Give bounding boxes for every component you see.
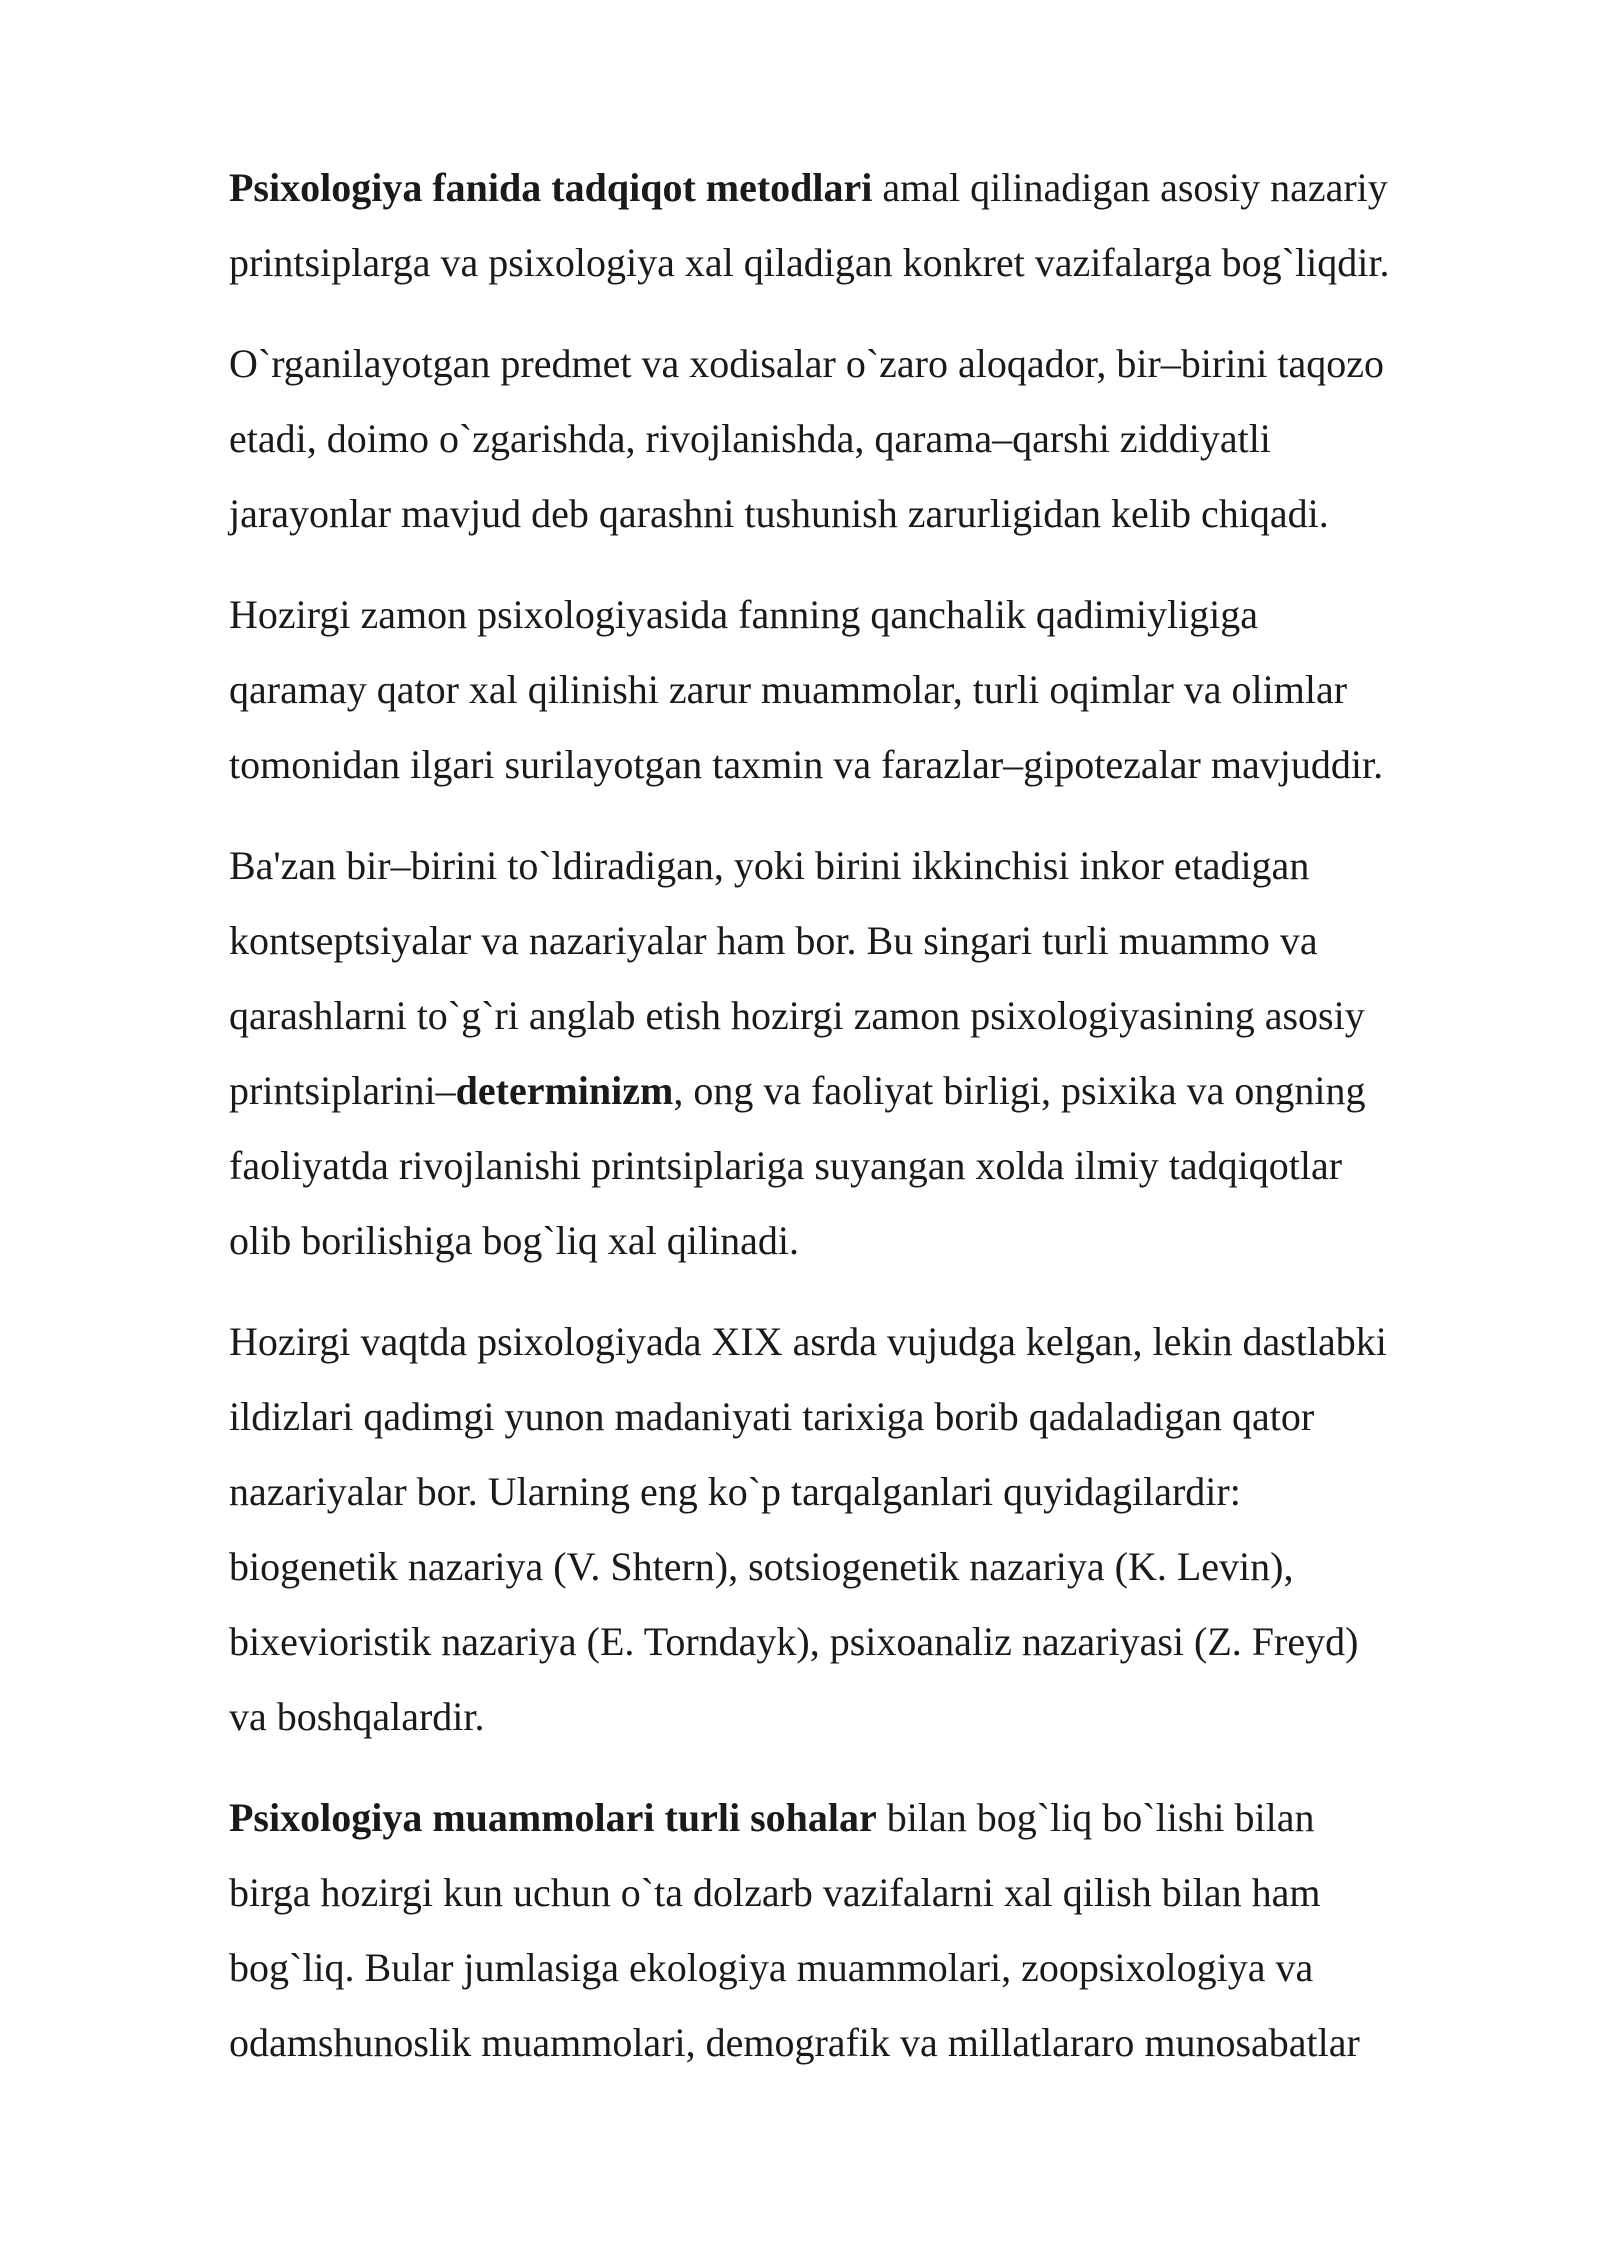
text-run: qaramay qator xal qilinishi zarur muammolar, turli oqimlar va olimlar (229, 667, 1348, 712)
text-run: Hozirgi zamon psixologiyasida fanning qanchalik qadimiyligiga (229, 592, 1259, 637)
text-run: nazariyalar bor. Ularning eng ko`p tarqalganlari quyidagilardir: (229, 1469, 1241, 1514)
paragraph (229, 577, 1529, 802)
text-run: olib borilishiga bog`liq xal qilinadi. (229, 1218, 799, 1263)
text-line (229, 1780, 1529, 1855)
text-line (229, 903, 1529, 978)
text-run: faoliyatda rivojlanishi printsiplariga suyangan xolda ilmiy tadqiqotlar (229, 1143, 1343, 1188)
text-line (229, 1930, 1529, 2005)
text-line (229, 476, 1529, 551)
text-line (229, 1855, 1529, 1930)
paragraph (229, 326, 1529, 551)
text-run: etadi, doimo o`zgarishda, rivojlanishda, qarama–qarshi ziddiyatli (229, 416, 1271, 461)
text-line (229, 1679, 1529, 1754)
text-run: Hozirgi vaqtda psixologiyada XIX asrda vujudga kelgan, lekin dastlabki (229, 1319, 1387, 1364)
text-run: qarashlarni to`g`ri anglab etish hozirgi zamon psixologiyasining asosiy (229, 993, 1365, 1038)
paragraph (229, 1304, 1529, 1754)
text-line (229, 401, 1529, 476)
bold-phrase: Psixologiya fanida tadqiqot metodlari (229, 165, 873, 210)
text-run: bixevioristik nazariya (E. Torndayk), psixoanaliz nazariyasi (Z. Freyd) (229, 1619, 1359, 1664)
text-line (229, 225, 1529, 300)
text-line (229, 1529, 1529, 1604)
text-run: Ba'zan bir–birini to`ldiradigan, yoki birini ikkinchisi inkor etadigan (229, 843, 1310, 888)
bold-term: determinizm (455, 1068, 674, 1113)
text-run: birga hozirgi kun uchun o`ta dolzarb vazifalarni xal qilish bilan ham (229, 1870, 1321, 1915)
text-line (229, 2005, 1529, 2080)
text-line (229, 828, 1529, 903)
bold-phrase: Psixologiya muammolari turli sohalar (229, 1795, 877, 1840)
text-run: jarayonlar mavjud deb qarashni tushunish zarurligidan kelib chiqadi. (229, 491, 1329, 536)
text-line (229, 978, 1529, 1053)
text-line (229, 1304, 1529, 1379)
text-run: bog`liq. Bular jumlasiga ekologiya muammolari, zoopsixologiya va (229, 1945, 1314, 1990)
text-run: amal qilinadigan asosiy nazariy (872, 165, 1388, 210)
text-line (229, 1128, 1529, 1203)
document-page (229, 150, 1529, 2080)
text-run: tomonidan ilgari surilayotgan taxmin va farazlar–gipotezalar mavjuddir. (229, 742, 1384, 787)
paragraph (229, 1780, 1529, 2080)
text-line (229, 1379, 1529, 1454)
text-line (229, 1604, 1529, 1679)
paragraph (229, 150, 1529, 300)
text-run: bilan bog`liq bo`lishi bilan (876, 1795, 1315, 1840)
text-line (229, 727, 1529, 802)
text-run: kontseptsiyalar va nazariyalar ham bor. Bu singari turli muammo va (229, 918, 1318, 963)
text-line (229, 1203, 1529, 1278)
text-run: va boshqalardir. (229, 1694, 485, 1739)
paragraph (229, 828, 1529, 1278)
text-line (229, 326, 1529, 401)
text-run: printsiplarini– (229, 1068, 456, 1113)
text-line (229, 652, 1529, 727)
text-line (229, 1454, 1529, 1529)
text-run: printsiplarga va psixologiya xal qiladigan konkret vazifalarga bog`liqdir. (229, 240, 1390, 285)
text-run: biogenetik nazariya (V. Shtern), sotsiogenetik nazariya (K. Levin), (229, 1544, 1294, 1589)
text-line (229, 577, 1529, 652)
text-run: , ong va faoliyat birligi, psixika va ongning (673, 1068, 1366, 1113)
text-run: O`rganilayotgan predmet va xodisalar o`zaro aloqador, bir–birini taqozo (229, 341, 1385, 386)
text-line (229, 1053, 1529, 1128)
text-run: ildizlari qadimgi yunon madaniyati tarixiga borib qadaladigan qator (229, 1394, 1315, 1439)
text-line (229, 150, 1529, 225)
text-run: odamshunoslik muammolari, demografik va millatlararo munosabatlar (229, 2020, 1360, 2065)
